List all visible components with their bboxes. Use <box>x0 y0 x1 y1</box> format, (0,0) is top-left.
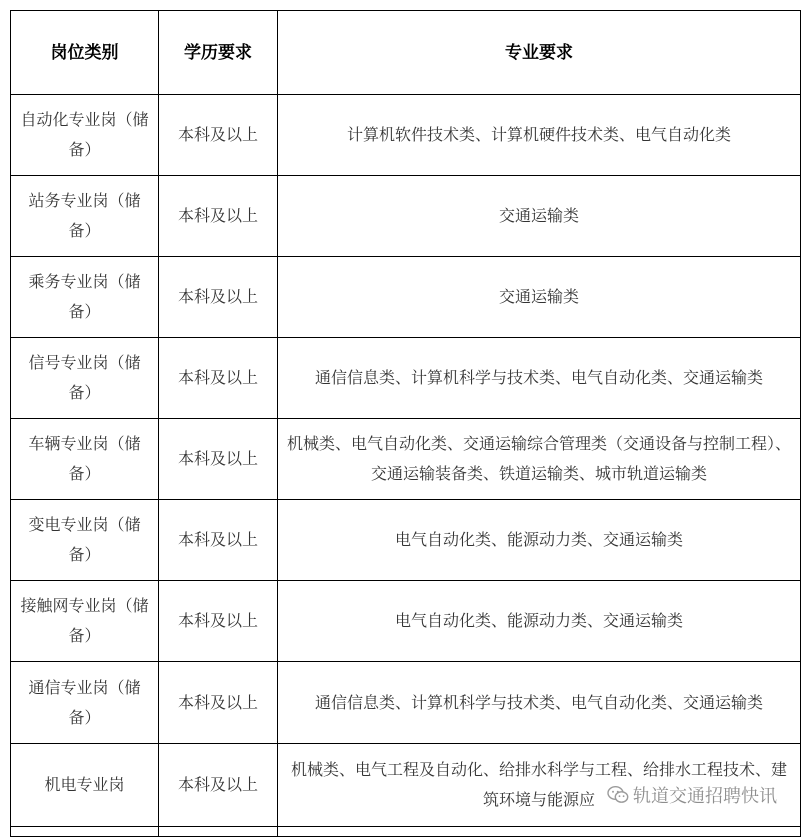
education-cell: 本科及以上 <box>159 95 278 176</box>
category-cell: 机电专业岗 <box>11 744 159 827</box>
education-cell: 本科及以上 <box>159 662 278 744</box>
education-cell: 本科及以上 <box>159 744 278 827</box>
category-cell: 通信专业岗（储备） <box>11 662 159 744</box>
category-cell: 接触网专业岗（储备） <box>11 581 159 662</box>
table-row-partial <box>11 827 801 837</box>
education-cell: 本科及以上 <box>159 176 278 257</box>
wechat-icon <box>607 785 629 805</box>
source-watermark <box>607 782 777 808</box>
category-cell: 乘务专业岗（储备） <box>11 257 159 338</box>
category-cell: 自动化专业岗（储备） <box>11 95 159 176</box>
table-row <box>11 419 801 500</box>
category-cell: 信号专业岗（储备） <box>11 338 159 419</box>
job-requirements-table <box>10 10 801 837</box>
watermark-text: 轨道交通招聘快讯 <box>633 786 777 807</box>
table-row <box>11 338 801 419</box>
empty-cell <box>11 827 159 837</box>
major-cell: 电气自动化类、能源动力类、交通运输类 <box>278 581 801 662</box>
header-education: 学历要求 <box>159 11 278 95</box>
major-cell: 通信信息类、计算机科学与技术类、电气自动化类、交通运输类 <box>278 338 801 419</box>
header-major: 专业要求 <box>278 11 801 95</box>
major-cell: 交通运输类 <box>278 176 801 257</box>
empty-cell <box>159 827 278 837</box>
education-cell: 本科及以上 <box>159 419 278 500</box>
major-cell: 计算机软件技术类、计算机硬件技术类、电气自动化类 <box>278 95 801 176</box>
empty-cell <box>278 827 801 837</box>
table-row <box>11 581 801 662</box>
education-cell: 本科及以上 <box>159 338 278 419</box>
table-row <box>11 257 801 338</box>
table-row <box>11 500 801 581</box>
major-cell: 通信信息类、计算机科学与技术类、电气自动化类、交通运输类 <box>278 662 801 744</box>
table-row <box>11 662 801 744</box>
category-cell: 站务专业岗（储备） <box>11 176 159 257</box>
major-cell: 电气自动化类、能源动力类、交通运输类 <box>278 500 801 581</box>
table-row <box>11 95 801 176</box>
major-cell: 机械类、电气工程及自动化、给排水科学与工程、给排水工程技术、建筑环境与能源应 <box>278 744 801 827</box>
education-cell: 本科及以上 <box>159 581 278 662</box>
header-category: 岗位类别 <box>11 11 159 95</box>
major-cell: 机械类、电气自动化类、交通运输综合管理类（交通设备与控制工程）、交通运输装备类、铁道运输类、城市轨道运输类 <box>278 419 801 500</box>
table-header-row <box>11 11 801 95</box>
education-cell: 本科及以上 <box>159 500 278 581</box>
education-cell: 本科及以上 <box>159 257 278 338</box>
category-cell: 变电专业岗（储备） <box>11 500 159 581</box>
major-cell: 交通运输类 <box>278 257 801 338</box>
table-row <box>11 176 801 257</box>
category-cell: 车辆专业岗（储备） <box>11 419 159 500</box>
